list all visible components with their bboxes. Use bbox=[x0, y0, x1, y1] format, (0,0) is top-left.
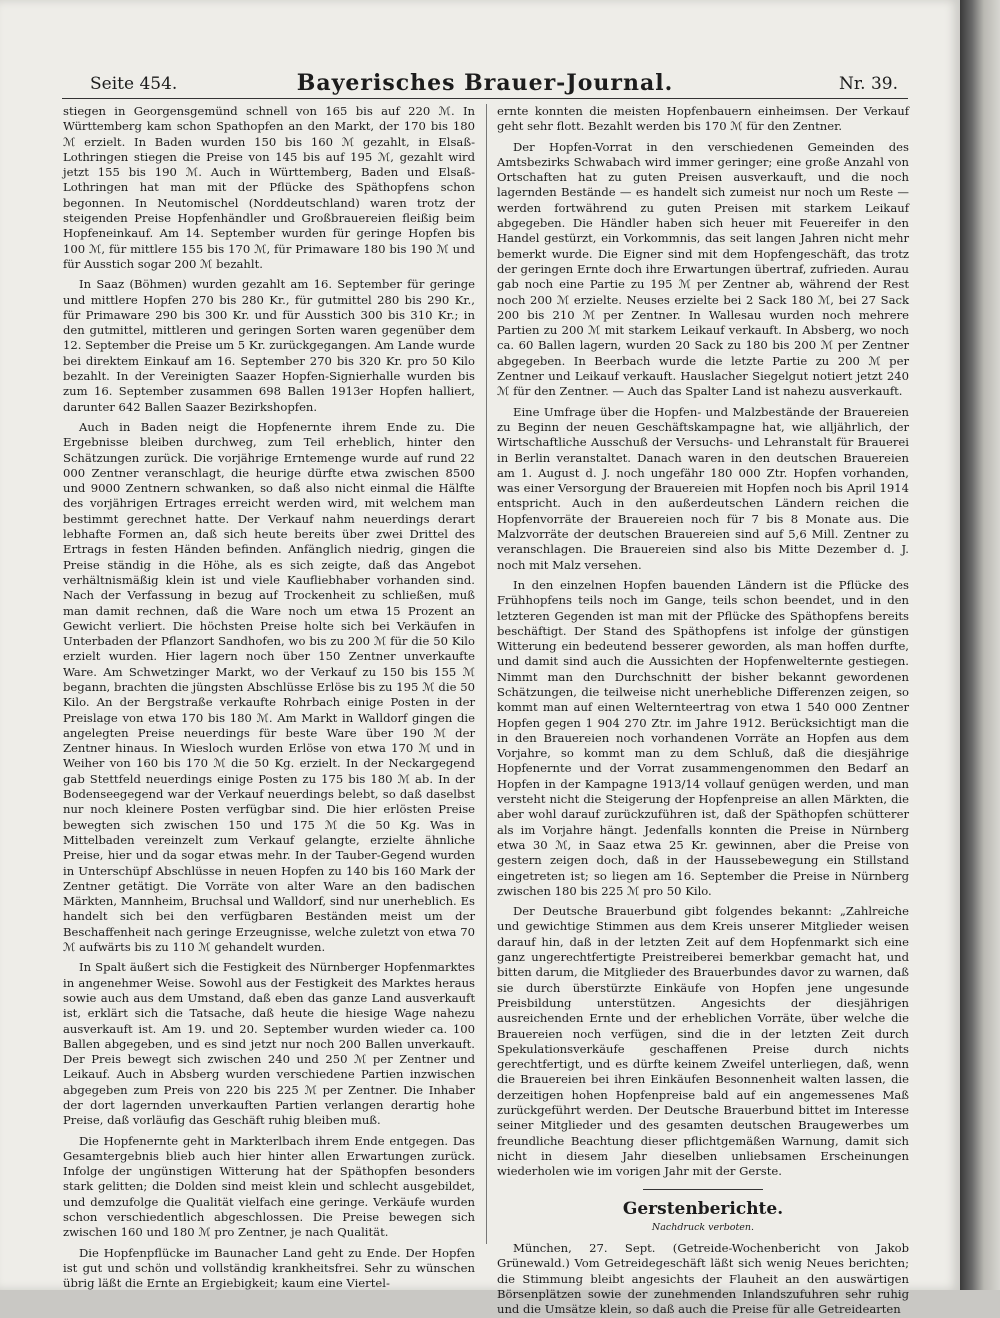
paragraph: Der Hopfen-Vorrat in den verschiedenen Gemeinden des Amtsbezirks Schwabach wird immer geringer; eine große Anzahl von Ortschaften hat zu guten Preisen ausverkauft, und die noch lagernden Bestände — es handelt sich zumeist nur noch um Reste — werden fortwährend zu guten Preisen mit starkem Leikauf abgegeben. Die Händler haben sich heuer mit Feuereifer in den Handel gestürzt, ein Vorkommnis, das seit langen Jahren nicht mehr bemerkt wurde. Die Eigner sind mit dem Hopfengeschäft, das trotz der geringen Ernte doch ihre Erwartungen übertraf, zufrieden. Aurau gab noch eine Partie zu 195 ℳ per Zentner ab, während der Rest noch 200 ℳ erzielte. Neuses erzielte bei 2 Sack 180 ℳ, bei 27 Sack 200 bis 210 ℳ per Zentner. In Wallesau wurden noch mehrere Partien zu 200 ℳ mit starkem Leikauf verkauft. In Absberg, wo noch ca. 60 Ballen lagern, wurden 20 Sack zu 180 bis 200 ℳ per Zentner abgegeben. In Beerbach wurde die letzte Partie zu 200 ℳ per Zentner und Leikauf verkauft. Hauslacher Siegelgut notiert jetzt 240 ℳ für den Zentner. — Auch das Spalter Land ist nahezu ausverkauft. bbox=[497, 139, 909, 399]
paragraph: Die Hopfenpflücke im Baunacher Land geht zu Ende. Der Hopfen ist gut und schön und vollständig krankheitsfrei. Sehr zu wünschen übrig läßt die Ernte an Ergiebigkeit; kaum eine Viertel- bbox=[63, 1245, 475, 1291]
paragraph: ernte konnten die meisten Hopfenbauern einheimsen. Der Verkauf geht sehr flott. Bezahlt werden bis 170 ℳ für den Zentner. bbox=[497, 104, 909, 134]
column-divider bbox=[486, 104, 487, 1244]
paragraph: stiegen in Georgensgemünd schnell von 165 bis auf 220 ℳ. In Württemberg kam schon Spathopfen an den Markt, der 170 bis 180 ℳ erzielt. In Baden wurden 150 bis 160 ℳ gezahlt, in Elsaß-Lothringen stiegen die Preise von 145 bis auf 195 ℳ, gezahlt wird jetzt 155 bis 190 ℳ. Auch in Württemberg, Baden und Elsaß-Lothringen hat man mit der Pflücke des Späthopfens schon begonnen. In Neutomischel (Norddeutschland) waren trotz der steigenden Preise Hopfenhändler und Großbrauereien fleißig beim Hopfeneinkauf. Am 14. September wurden für geringe Hopfen bis 100 ℳ, für mittlere 155 bis 170 ℳ, für Primaware 180 bis 190 ℳ und für Ausstich sogar 200 ℳ bezahlt. bbox=[63, 104, 475, 271]
left-column bbox=[63, 104, 475, 1291]
paragraph: Der Deutsche Brauerbund gibt folgendes bekannt: „Zahlreiche und gewichtige Stimmen aus dem Kreis unserer Mitglieder weisen darauf hin, daß in der letzten Zeit auf dem Hopfenmarkt sich eine ganz ungerechtfertigte Preistreiberei bemerkbar gemacht hat, und bitten darum, die Mitglieder des Brauerbundes davor zu warnen, daß sie durch überstürzte Einkäufe von Hopfen jene ungesunde Preisbildung unterstützen. Angesichts der diesjährigen ausreichenden Ernte und der erheblichen Vorräte, über welche die Brauereien noch verfügen, sind die in der letzten Zeit durch Spekulationsverkäufe geschaffenen Preise durch nichts gerechtfertigt, und es dürfte keinem Zweifel unterliegen, daß, wenn die Brauereien bei ihren Einkäufen Besonnenheit walten lassen, die derzeitigen hohen Hopfenpreise bald auf ein angemessenes Maß zurückgeführt werden. Der Deutsche Brauerbund bittet im Interesse seiner Mitglieder und des gesamten deutschen Braugewerbes um freundliche Beachtung dieser pflichtgemäßen Warnung, damit sich nicht in diesem Jahr dieselben unliebsamen Erscheinungen wiederholen wie im vorigen Jahr mit der Gerste. bbox=[497, 904, 909, 1179]
journal-title: Bayerisches Brauer-Journal. bbox=[296, 70, 674, 96]
paragraph: In den einzelnen Hopfen bauenden Ländern ist die Pflücke des Frühhopfens teils noch im Gange, teils schon beendet, und in den letzteren Gegenden ist man mit der Pflücke des Späthopfens bereits beschäftigt. Der Stand des Späthopfens ist infolge der günstigen Witterung ein bedeutend besserer geworden, als man hoffen durfte, und damit sind auch die Aussichten der Hopfenwelternte gestiegen. Nimmt man den Durchschnitt der bisher bekannt gewordenen Schätzungen, die teilweise nicht unerhebliche Differenzen zeigen, so kommt man auf einen Welternteertrag von etwa 1 540 000 Zentner Hopfen gegen 1 904 270 Ztr. im Jahre 1912. Berücksichtigt man die in den Brauereien noch vorhandenen Vorräte an Hopfen aus dem Vorjahre, so kommt man zu dem Schluß, daß die diesjährige Hopfenernte und der Vorrat zusammengenommen den Bedarf an Hopfen in der Kampagne 1913/14 vollauf genügen werden, und man versteht nicht die Steigerung der Hopfenpreise an allen Märkten, die aber wohl darauf zurückzuführen ist, daß der Späthopfen schütterer als im Vorjahre hängt. Jedenfalls konnten die Preise in Nürnberg etwa 30 ℳ, in Saaz etwa 25 Kr. gewinnen, aber die Preise von gestern zeigen doch, daß in der Haussebewegung ein Stillstand eingetreten ist; so liegen am 16. September die Preise in Nürnberg zwischen 180 bis 225 ℳ pro 50 Kilo. bbox=[497, 577, 909, 898]
paragraph: Die Hopfenernte geht in Markterlbach ihrem Ende entgegen. Das Gesamtergebnis blieb auch hier hinter allen Erwartungen zurück. Infolge der ungünstigen Witterung hat der Späthopfen besonders stark gelitten; die Dolden sind meist klein und schlecht ausgebildet, und demzufolge die Qualität vielfach eine geringe. Verkäufe wurden schon verschiedentlich abgeschlossen. Die Preise bewegen sich zwischen 160 und 180 ℳ pro Zentner, je nach Qualität. bbox=[63, 1133, 475, 1240]
page-header bbox=[62, 68, 908, 99]
issue-number: Nr. 39. bbox=[839, 74, 898, 94]
page-edge bbox=[960, 0, 1000, 1290]
page-label: Seite 454. bbox=[90, 74, 178, 94]
section-subtitle: Nachdruck verboten. bbox=[651, 1221, 755, 1233]
right-column bbox=[497, 104, 909, 1317]
paragraph: In Saaz (Böhmen) wurden gezahlt am 16. September für geringe und mittlere Hopfen 270 bis 280 Kr., für gutmittel 280 bis 290 Kr., für Primaware 290 bis 300 Kr. und für Ausstich 300 bis 310 Kr.; in den gutmittel, mittleren und geringen Sorten waren gegenüber dem 12. September die Preise um 5 Kr. zurückgegangen. Am Lande wurde bei direktem Einkauf am 16. September 270 bis 320 Kr. pro 50 Kilo bezahlt. In der Vereinigten Saazer Hopfen-Signierhalle wurden bis zum 16. September zusammen 698 Ballen 1913er Hopfen halliert, darunter 642 Ballen Saazer Bezirkshopfen. bbox=[63, 277, 475, 414]
section-divider bbox=[643, 1189, 763, 1190]
paragraph: In Spalt äußert sich die Festigkeit des Nürnberger Hopfenmarktes in angenehmer Weise. Sowohl aus der Festigkeit des Marktes heraus sowie auch aus dem Umstand, daß eben das ganze Land ausverkauft ist, erklärt sich die Tatsache, daß heute die hiesige Wage nahezu ausverkauft ist. Am 19. und 20. September wurden wieder ca. 100 Ballen abgegeben, und es sind jetzt nur noch 200 Ballen unverkauft. Der Preis bewegt sich zwischen 240 und 250 ℳ per Zentner und Leikauf. Auch in Absberg wurden verschiedene Partien inzwischen abgegeben zum Preis von 220 bis 225 ℳ per Zentner. Die Inhaber der dort lagernden unverkauften Partien verlangen derartig hohe Preise, daß vorläufig das Geschäft ruhig bleiben muß. bbox=[63, 960, 475, 1128]
section-title: Gerstenberichte. bbox=[622, 1199, 784, 1220]
paragraph: München, 27. Sept. (Getreide-Wochenbericht von Jakob Grünewald.) Vom Getreidegeschäft läßt sich wenig Neues berichten; die Stimmung bleibt angesichts der Flauheit an den auswärtigen Börsenplätzen sowie der zunehmenden Inlandszufuhren sehr ruhig und die Umsätze klein, so daß auch die Preise für alle Getreidearten bbox=[497, 1241, 909, 1317]
paragraph: Auch in Baden neigt die Hopfenernte ihrem Ende zu. Die Ergebnisse bleiben durchweg, zum Teil erheblich, hinter den Schätzungen zurück. Die vorjährige Erntemenge wurde auf rund 22 000 Zentner veranschlagt, die heurige dürfte etwa zwischen 8500 und 9000 Zentnern schwanken, so daß also nicht einmal die Hälfte des vorjährigen Ertrages erreicht werden wird, mit welchem man bestimmt gerechnet hatte. Der Verkauf nahm neuerdings derart lebhafte Formen an, daß sich heute bereits über zwei Drittel des Ertrags in festen Händen befinden. Anfänglich niedrig, gingen die Preise ständig in die Höhe, als es sich zeigte, daß das Angebot verhältnismäßig klein ist und viele Kaufliebhaber vorhanden sind. Nach der Verfassung in bezug auf Trockenheit zu schließen, muß man damit rechnen, daß die Ware noch um etwa 15 Prozent an Gewicht verliert. Die höchsten Preise holte sich bei Verkäufen in Unterbaden der Pflanzort Sandhofen, wo bis zu 200 ℳ für die 50 Kilo erzielt wurden. Hier lagern noch über 150 Zentner unverkaufte Ware. Am Schwetzinger Markt, wo der Verkauf zu 150 bis 155 ℳ begann, brachten die jüngsten Abschlüsse Erlöse bis zu 195 ℳ die 50 Kilo. An der Bergstraße verkaufte Rohrbach einige Posten in der Preislage von etwa 170 bis 180 ℳ. Am Markt in Walldorf gingen die angelegten Preise neuerdings für beste Ware über 190 ℳ der Zentner hinaus. In Wiesloch wurden Erlöse von etwa 170 ℳ und in Weiher von 160 bis 170 ℳ die 50 Kg. erzielt. In der Neckargegend gab Stettfeld neuerdings einige Posten zu 175 bis 180 ℳ ab. In der Bodenseegegend war der Verkauf neuerdings belebt, so daß daselbst nur noch kleinere Posten verfügbar sind. Die hier erlösten Preise bewegten sich zwischen 150 und 175 ℳ die 50 Kg. Was in Mittelbaden vereinzelt zum Verkauf gelangte, erzielte ähnliche Preise, hier und da sogar etwas mehr. In der Tauber-Gegend wurden in Unterschüpf Abschlüsse in neuen Hopfen zu 140 bis 160 Mark der Zentner getätigt. Die Vorräte von alter Ware an den badischen Märkten, Mannheim, Bruchsal und Walldorf, sind nur unerheblich. Es handelt sich bei den verfügbaren Beständen meist um der Beschaffenheit nach geringe Erzeugnisse, welche zuletzt von etwa 70 ℳ aufwärts bis zu 110 ℳ gehandelt wurden. bbox=[63, 419, 475, 955]
paragraph: Eine Umfrage über die Hopfen- und Malzbestände der Brauereien zu Beginn der neuen Geschäftskampagne hat, wie alljährlich, der Wirtschaftliche Ausschuß der Versuchs- und Lehranstalt für Brauerei in Berlin veranstaltet. Danach waren in den deutschen Brauereien am 1. August d. J. noch ungefähr 180 000 Ztr. Hopfen vorhanden, was einer Versorgung der Brauereien mit Hopfen noch bis April 1914 entspricht. Auch in den außerdeutschen Ländern reichen die Hopfenvorräte der Brauereien noch für 7 bis 8 Monate aus. Die Malzvorräte der deutschen Brauereien sind auf 5,6 Mill. Zentner zu veranschlagen. Die Brauereien sind also bis Mitte Dezember d. J. noch mit Malz versehen. bbox=[497, 404, 909, 572]
